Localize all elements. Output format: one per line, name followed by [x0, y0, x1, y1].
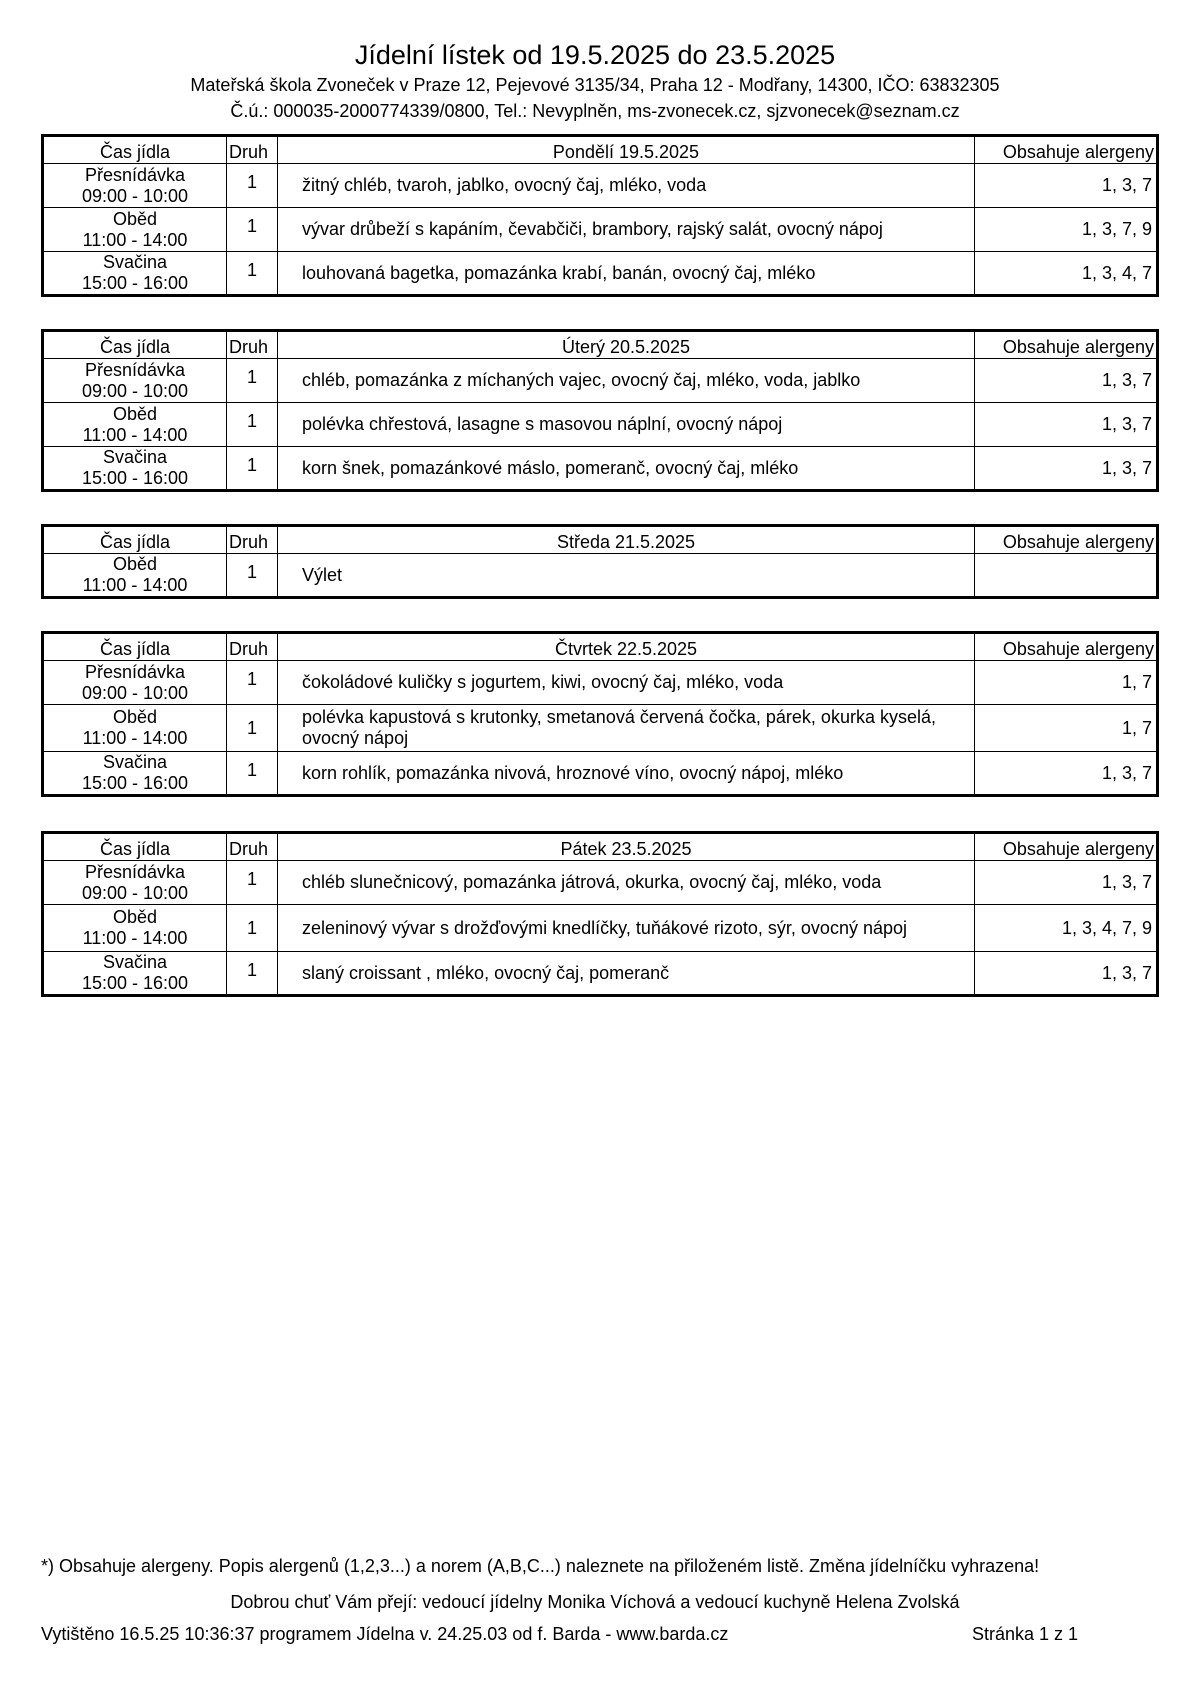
meal-name: Přesnídávka: [84, 359, 186, 380]
day-table-tuesday: [41, 329, 1159, 492]
table-row: [43, 905, 1158, 952]
meal-time: [43, 661, 227, 705]
meal-hours: 09:00 - 10:00: [81, 682, 189, 703]
meal-hours: 15:00 - 16:00: [81, 273, 189, 293]
meal-hours: 15:00 - 16:00: [81, 773, 189, 793]
day-label: Pátek 23.5.2025: [278, 833, 975, 861]
meal-name: Přesnídávka: [84, 861, 186, 882]
meal-time: [43, 752, 227, 796]
meal-food: čokoládové kuličky s jogurtem, kiwi, ovocný čaj, mléko, voda: [278, 661, 975, 705]
day-table-wednesday: [41, 524, 1159, 599]
meal-name: Oběd: [112, 403, 158, 424]
col-header-druh: Druh: [227, 331, 278, 359]
meal-druh: 1: [227, 164, 278, 208]
meal-time: [43, 252, 227, 296]
meal-druh: 1: [227, 661, 278, 705]
table-header-row: [43, 331, 1158, 359]
table-row: [43, 208, 1158, 252]
meal-name: Svačina: [102, 752, 168, 772]
table-row: [43, 861, 1158, 905]
allergen-note: *) Obsahuje alergeny. Popis alergenů (1,2,3...) a norem (A,B,C...) naleznete na přiloženém listě. Změna jídelníčku vyhrazena!: [41, 1556, 1040, 1576]
meal-druh: 1: [227, 403, 278, 447]
table-row: [43, 359, 1158, 403]
day-table-monday: [41, 134, 1159, 297]
meal-allergens: 1, 7: [975, 705, 1158, 752]
col-header-time: Čas jídla: [43, 633, 227, 661]
meal-hours: 15:00 - 16:00: [81, 973, 189, 993]
meal-hours: 11:00 - 14:00: [82, 424, 188, 445]
col-header-druh: Druh: [227, 136, 278, 164]
meal-druh: 1: [227, 252, 278, 296]
table-row: [43, 447, 1158, 491]
col-header-allergens: Obsahuje alergeny: [975, 526, 1158, 554]
meal-allergens: 1, 3, 7, 9: [975, 208, 1158, 252]
meal-allergens: 1, 3, 7: [975, 861, 1158, 905]
meal-name: Svačina: [102, 447, 168, 467]
meal-food: žitný chléb, tvaroh, jablko, ovocný čaj, mléko, voda: [278, 164, 975, 208]
meal-druh: 1: [227, 447, 278, 491]
page-number: Stránka 1 z 1: [972, 1624, 1079, 1644]
meal-time: [43, 705, 227, 752]
meal-time: [43, 905, 227, 952]
col-header-time: Čas jídla: [43, 526, 227, 554]
meal-name: Svačina: [102, 952, 168, 972]
meal-allergens: 1, 3, 4, 7: [975, 252, 1158, 296]
col-header-time: Čas jídla: [43, 136, 227, 164]
meal-allergens: 1, 3, 7: [975, 752, 1158, 796]
meal-name: Oběd: [112, 208, 158, 229]
meal-hours: 09:00 - 10:00: [81, 380, 189, 401]
table-row: [43, 952, 1158, 996]
meal-hours: 15:00 - 16:00: [81, 468, 189, 488]
bon-appetit-line: Dobrou chuť Vám přejí: vedoucí jídelny Monika Víchová a vedoucí kuchyně Helena Zvolská: [230, 1592, 960, 1612]
meal-name: Přesnídávka: [84, 661, 186, 682]
school-address: Mateřská škola Zvoneček v Praze 12, Pejevové 3135/34, Praha 12 - Modřany, 14300, IČO: 63832305: [190, 75, 1000, 95]
meal-druh: 1: [227, 905, 278, 952]
meal-druh: 1: [227, 208, 278, 252]
col-header-allergens: Obsahuje alergeny: [975, 331, 1158, 359]
meal-allergens: 1, 3, 7: [975, 403, 1158, 447]
meal-food: polévka kapustová s krutonky, smetanová červená čočka, párek, okurka kyselá, ovocný nápoj: [278, 705, 975, 752]
meal-hours: 11:00 - 14:00: [82, 575, 188, 595]
meal-allergens: 1, 3, 7: [975, 952, 1158, 996]
meal-food: louhovaná bagetka, pomazánka krabí, banán, ovocný čaj, mléko: [278, 252, 975, 296]
table-row: [43, 403, 1158, 447]
meal-time: [43, 952, 227, 996]
meal-food: zeleninový vývar s drožďovými knedlíčky, tuňákové rizoto, sýr, ovocný nápoj: [278, 905, 975, 952]
meal-druh: 1: [227, 705, 278, 752]
meal-druh: 1: [227, 861, 278, 905]
meal-time: [43, 208, 227, 252]
meal-allergens: 1, 3, 7: [975, 164, 1158, 208]
col-header-time: Čas jídla: [43, 331, 227, 359]
meal-allergens: 1, 7: [975, 661, 1158, 705]
meal-food: Výlet: [278, 554, 975, 598]
col-header-time: Čas jídla: [43, 833, 227, 861]
meal-hours: 09:00 - 10:00: [81, 185, 189, 206]
meal-druh: 1: [227, 952, 278, 996]
meal-time: [43, 554, 227, 598]
meal-name: Oběd: [112, 907, 158, 927]
school-contacts: Č.ú.: 000035-2000774339/0800, Tel.: Nevyplněn, ms-zvonecek.cz, sjzvonecek@seznam.cz: [230, 101, 960, 121]
meal-food: chléb, pomazánka z míchaných vajec, ovocný čaj, mléko, voda, jablko: [278, 359, 975, 403]
meal-food: korn šnek, pomazánkové máslo, pomeranč, ovocný čaj, mléko: [278, 447, 975, 491]
day-label: Čtvrtek 22.5.2025: [278, 633, 975, 661]
col-header-druh: Druh: [227, 833, 278, 861]
table-row: [43, 752, 1158, 796]
table-row: [43, 164, 1158, 208]
meal-hours: 09:00 - 10:00: [81, 882, 189, 903]
meal-hours: 11:00 - 14:00: [82, 728, 188, 748]
meal-food: chléb slunečnicový, pomazánka játrová, okurka, ovocný čaj, mléko, voda: [278, 861, 975, 905]
col-header-allergens: Obsahuje alergeny: [975, 833, 1158, 861]
table-row: [43, 252, 1158, 296]
table-header-row: [43, 633, 1158, 661]
table-header-row: [43, 526, 1158, 554]
table-row: [43, 705, 1158, 752]
day-table-friday: [41, 831, 1159, 997]
col-header-allergens: Obsahuje alergeny: [975, 633, 1158, 661]
meal-food: polévka chřestová, lasagne s masovou náplní, ovocný nápoj: [278, 403, 975, 447]
meal-name: Oběd: [112, 707, 158, 727]
meal-hours: 11:00 - 14:00: [82, 928, 188, 948]
meal-food: korn rohlík, pomazánka nivová, hroznové víno, ovocný nápoj, mléko: [278, 752, 975, 796]
day-label: Úterý 20.5.2025: [278, 331, 975, 359]
meal-time: [43, 861, 227, 905]
meal-druh: 1: [227, 752, 278, 796]
day-label: Středa 21.5.2025: [278, 526, 975, 554]
table-row: [43, 661, 1158, 705]
meal-name: Přesnídávka: [84, 164, 186, 185]
meal-time: [43, 164, 227, 208]
meal-name: Svačina: [102, 252, 168, 272]
meal-time: [43, 403, 227, 447]
day-table-thursday: [41, 631, 1159, 797]
table-header-row: [43, 833, 1158, 861]
col-header-allergens: Obsahuje alergeny: [975, 136, 1158, 164]
page-title: Jídelní lístek od 19.5.2025 do 23.5.2025: [354, 40, 836, 70]
meal-allergens: 1, 3, 7: [975, 447, 1158, 491]
col-header-druh: Druh: [227, 526, 278, 554]
meal-hours: 11:00 - 14:00: [82, 229, 188, 250]
document-header: [0, 38, 1190, 124]
meal-food: vývar drůbeží s kapáním, čevabčiči, brambory, rajský salát, ovocný nápoj: [278, 208, 975, 252]
meal-allergens: 1, 3, 4, 7, 9: [975, 905, 1158, 952]
meal-food: slaný croissant , mléko, ovocný čaj, pomeranč: [278, 952, 975, 996]
printed-info: Vytištěno 16.5.25 10:36:37 programem Jídelna v. 24.25.03 od f. Barda - www.barda.cz: [41, 1624, 729, 1644]
meal-druh: 1: [227, 359, 278, 403]
day-label: Pondělí 19.5.2025: [278, 136, 975, 164]
meal-time: [43, 447, 227, 491]
meal-allergens: [975, 554, 1158, 598]
table-header-row: [43, 136, 1158, 164]
meal-time: [43, 359, 227, 403]
meal-druh: 1: [227, 554, 278, 598]
table-row: [43, 554, 1158, 598]
meal-name: Oběd: [112, 554, 158, 574]
col-header-druh: Druh: [227, 633, 278, 661]
meal-allergens: 1, 3, 7: [975, 359, 1158, 403]
